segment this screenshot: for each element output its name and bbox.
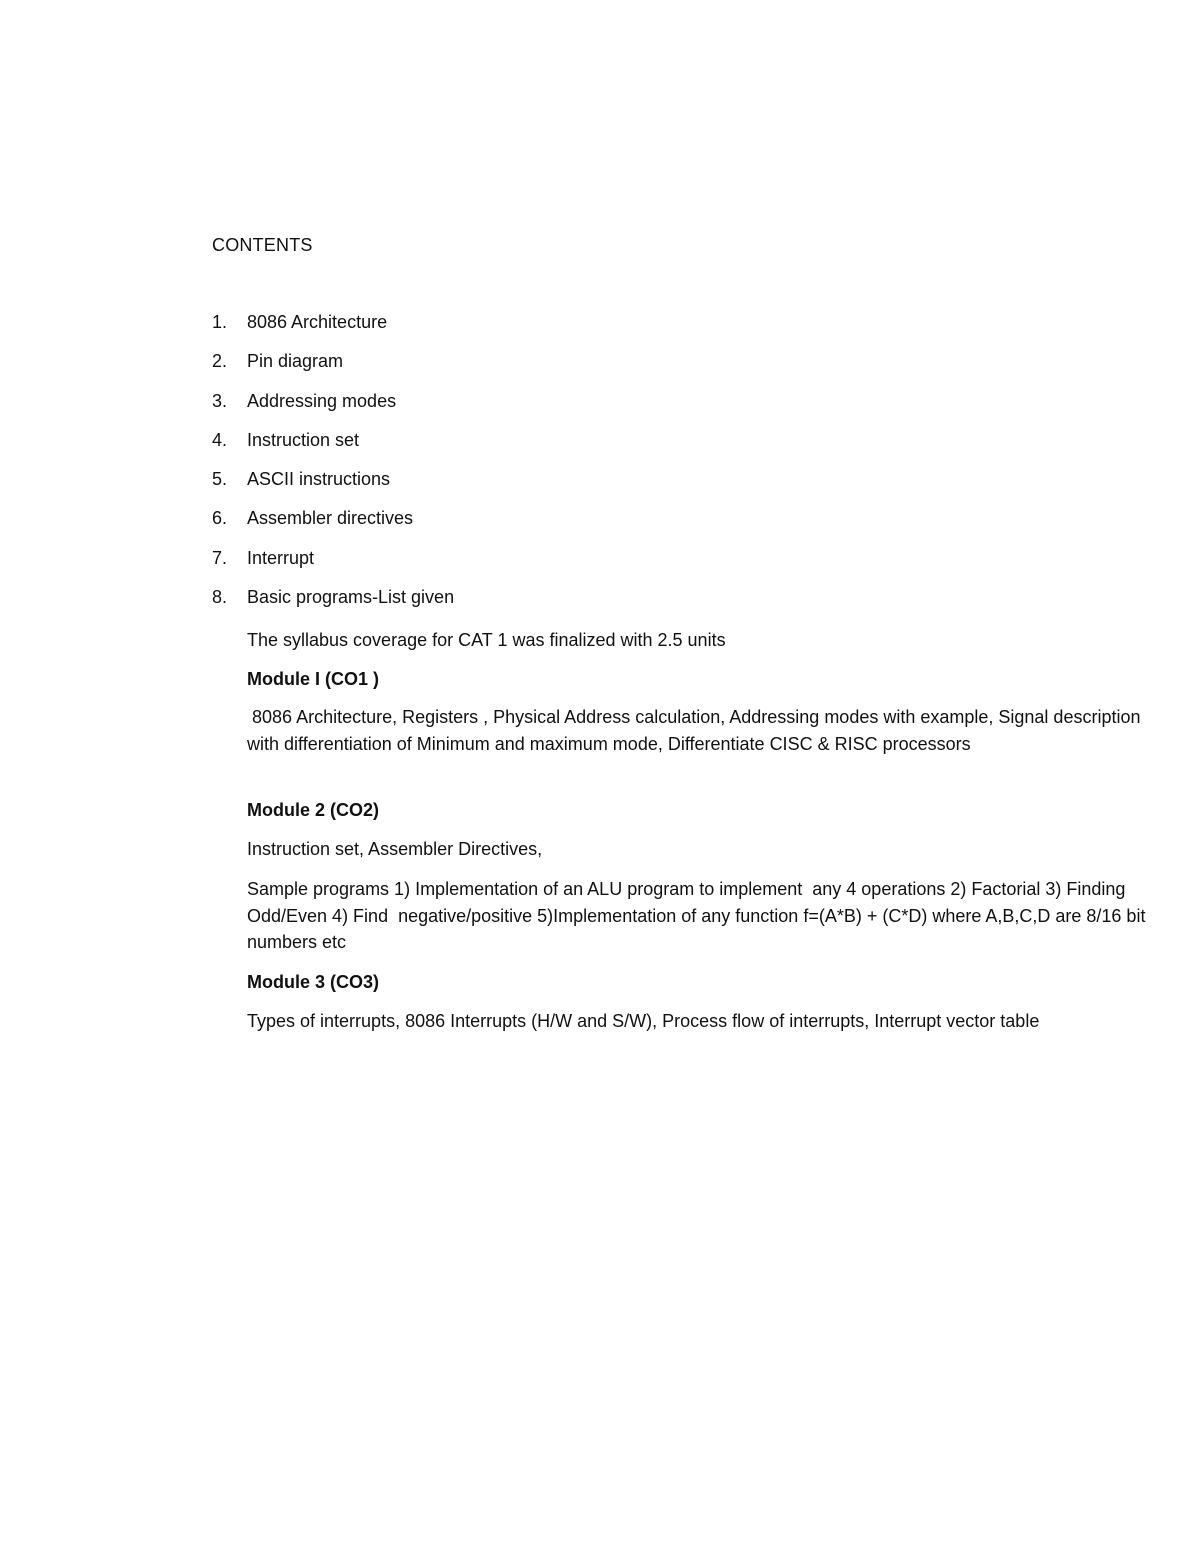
contents-heading: CONTENTS [212, 235, 313, 255]
list-item [212, 548, 454, 587]
list-item-number: 5. [212, 469, 228, 490]
list-item-text: Instruction set [247, 429, 360, 450]
module-1-title: Module I (CO1 ) [247, 669, 379, 689]
module-2-sample-programs: Sample programs 1) Implementation of an ALU program to implement any 4 operations 2) Factorial 3) Finding Odd/Even 4) Find negative/positive 5)Implementation of any function f=(A*B) + (C*D) where A,B,C,D are 8/16 bit numbers etc [247, 879, 1151, 952]
module-1-description: 8086 Architecture, Registers , Physical Address calculation, Addressing modes with example, Signal description with differentiation of Minimum and maximum mode, Differentiate CISC & RISC processors [247, 707, 1146, 754]
list-item [212, 351, 454, 390]
syllabus-note: The syllabus coverage for CAT 1 was finalized with 2.5 units [247, 630, 726, 650]
list-item-text: Addressing modes [247, 390, 397, 411]
list-item-text: Assembler directives [247, 508, 414, 529]
module-2-title: Module 2 (CO2) [247, 800, 380, 820]
list-item-number: 1. [212, 312, 228, 332]
list-item-number: 4. [212, 429, 228, 450]
list-item-text: Pin diagram [247, 351, 344, 372]
list-item-text: Basic programs-List given [247, 587, 455, 608]
module-3-description: Types of interrupts, 8086 Interrupts (H/W and S/W), Process flow of interrupts, Interrupt vector table [247, 1011, 1040, 1031]
list-item [212, 508, 454, 547]
list-item [212, 587, 454, 626]
list-item-number: 3. [212, 390, 228, 411]
module-2-topics: Instruction set, Assembler Directives, [247, 839, 543, 859]
list-item-text: ASCII instructions [247, 469, 391, 490]
list-item [212, 430, 454, 469]
list-item-text: Interrupt [247, 547, 315, 568]
list-item-number: 7. [212, 547, 228, 568]
list-item-text: 8086 Architecture [247, 312, 388, 332]
contents-list [212, 312, 454, 626]
list-item-number: 8. [212, 587, 228, 608]
list-item [212, 391, 454, 430]
list-item [212, 469, 454, 508]
list-item-number: 2. [212, 351, 228, 372]
list-item-number: 6. [212, 508, 228, 529]
module-3-title: Module 3 (CO3) [247, 972, 380, 992]
list-item [212, 312, 454, 351]
